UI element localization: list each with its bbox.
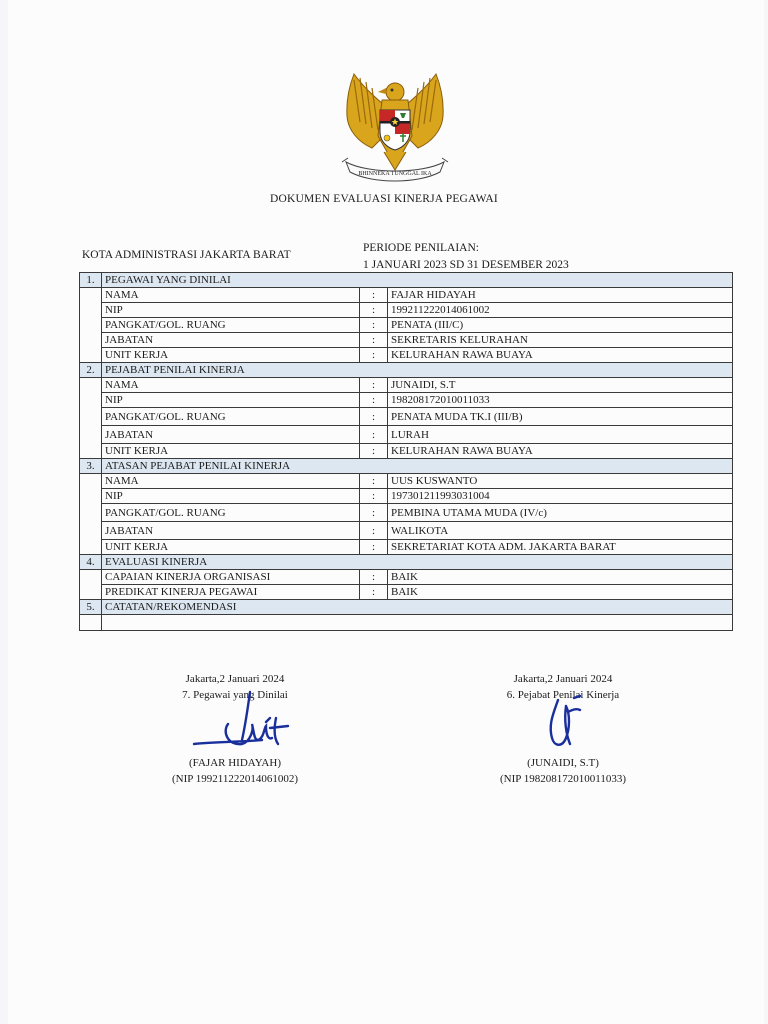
- section-title: EVALUASI KINERJA: [102, 555, 733, 570]
- row-value: PENATA MUDA TK.I (III/B): [388, 408, 733, 426]
- table-row: [80, 585, 733, 600]
- notes-cell: [102, 615, 733, 631]
- section-indent-cell: [80, 570, 102, 600]
- table-row: [80, 408, 733, 426]
- employee-signature-identity: [140, 755, 330, 787]
- section-number: 4.: [80, 555, 102, 570]
- section-header-row: [80, 363, 733, 378]
- row-colon: :: [360, 348, 388, 363]
- row-label: NIP: [102, 393, 360, 408]
- row-label: NIP: [102, 303, 360, 318]
- region-label: KOTA ADMINISTRASI JAKARTA BARAT: [82, 249, 291, 261]
- section-title: CATATAN/REKOMENDASI: [102, 600, 733, 615]
- assessment-period: [363, 240, 569, 274]
- row-value: SEKRETARIAT KOTA ADM. JAKARTA BARAT: [388, 540, 733, 555]
- signature-role: 7. Pegawai yang Dinilai: [182, 689, 288, 701]
- section-header-row: [80, 273, 733, 288]
- table-row: [80, 393, 733, 408]
- section-header-row: [80, 555, 733, 570]
- assessor-signature-identity: [468, 755, 658, 787]
- section-number: 3.: [80, 459, 102, 474]
- document-title: DOKUMEN EVALUASI KINERJA PEGAWAI: [270, 193, 498, 205]
- table-row: [80, 348, 733, 363]
- table-row: [80, 522, 733, 540]
- signature-place-date: Jakarta,2 Januari 2024: [513, 673, 613, 685]
- period-label: PERIODE PENILAIAN:: [363, 242, 479, 254]
- row-colon: :: [360, 489, 388, 504]
- section-header-row: [80, 459, 733, 474]
- row-value: FAJAR HIDAYAH: [388, 288, 733, 303]
- row-colon: :: [360, 318, 388, 333]
- row-label: PANGKAT/GOL. RUANG: [102, 318, 360, 333]
- table-row: [80, 444, 733, 459]
- table-row: [80, 540, 733, 555]
- row-label: JABATAN: [102, 522, 360, 540]
- row-label: NIP: [102, 489, 360, 504]
- period-value: 1 JANUARI 2023 SD 31 DESEMBER 2023: [363, 259, 569, 271]
- row-colon: :: [360, 303, 388, 318]
- row-colon: :: [360, 444, 388, 459]
- row-label: PREDIKAT KINERJA PEGAWAI: [102, 585, 360, 600]
- row-label: NAMA: [102, 288, 360, 303]
- table-row: [80, 570, 733, 585]
- section-number: 5.: [80, 600, 102, 615]
- row-value: KELURAHAN RAWA BUAYA: [388, 444, 733, 459]
- table-row: [80, 489, 733, 504]
- table-row: [80, 378, 733, 393]
- row-value: BAIK: [388, 570, 733, 585]
- row-label: NAMA: [102, 474, 360, 489]
- section-title: PEGAWAI YANG DINILAI: [102, 273, 733, 288]
- table-row: [80, 333, 733, 348]
- row-colon: :: [360, 585, 388, 600]
- row-value: BAIK: [388, 585, 733, 600]
- row-colon: :: [360, 378, 388, 393]
- row-value: WALIKOTA: [388, 522, 733, 540]
- emblem-motto: BHINNEKA TUNGGAL IKA: [358, 171, 432, 177]
- row-value: SEKRETARIS KELURAHAN: [388, 333, 733, 348]
- row-colon: :: [360, 504, 388, 522]
- row-label: UNIT KERJA: [102, 348, 360, 363]
- row-colon: :: [360, 474, 388, 489]
- row-label: PANGKAT/GOL. RUANG: [102, 408, 360, 426]
- row-value: PEMBINA UTAMA MUDA (IV/c): [388, 504, 733, 522]
- section-indent-cell: [80, 288, 102, 363]
- signatory-nip: (NIP 198208172010011033): [500, 773, 626, 785]
- table-row: [80, 474, 733, 489]
- row-value: UUS KUSWANTO: [388, 474, 733, 489]
- row-colon: :: [360, 333, 388, 348]
- assessor-signature-icon: [540, 694, 590, 752]
- section-indent-cell: [80, 474, 102, 555]
- row-label: CAPAIAN KINERJA ORGANISASI: [102, 570, 360, 585]
- row-value: 199211222014061002: [388, 303, 733, 318]
- row-label: JABATAN: [102, 426, 360, 444]
- row-value: PENATA (III/C): [388, 318, 733, 333]
- signatory-nip: (NIP 199211222014061002): [172, 773, 298, 785]
- table-row: [80, 615, 733, 631]
- table-row: [80, 288, 733, 303]
- table-row: [80, 303, 733, 318]
- table-row: [80, 504, 733, 522]
- signature-place-date: Jakarta,2 Januari 2024: [185, 673, 285, 685]
- row-label: NAMA: [102, 378, 360, 393]
- row-colon: :: [360, 570, 388, 585]
- section-indent-cell: [80, 378, 102, 459]
- row-label: JABATAN: [102, 333, 360, 348]
- row-colon: :: [360, 288, 388, 303]
- signature-role: 6. Pejabat Penilai Kinerja: [506, 689, 620, 701]
- garuda-emblem-icon: [338, 70, 452, 190]
- row-label: PANGKAT/GOL. RUANG: [102, 504, 360, 522]
- row-colon: :: [360, 426, 388, 444]
- section-title: PEJABAT PENILAI KINERJA: [102, 363, 733, 378]
- table-row: [80, 318, 733, 333]
- row-label: UNIT KERJA: [102, 540, 360, 555]
- row-value: 198208172010011033: [388, 393, 733, 408]
- evaluation-table: [79, 272, 733, 631]
- row-colon: :: [360, 408, 388, 426]
- signatory-name: (JUNAIDI, S.T): [527, 757, 599, 769]
- row-value: LURAH: [388, 426, 733, 444]
- signatory-name: (FAJAR HIDAYAH): [189, 757, 281, 769]
- row-value: KELURAHAN RAWA BUAYA: [388, 348, 733, 363]
- row-colon: :: [360, 393, 388, 408]
- section-header-row: [80, 600, 733, 615]
- section-number: 1.: [80, 273, 102, 288]
- row-value: 197301211993031004: [388, 489, 733, 504]
- section-title: ATASAN PEJABAT PENILAI KINERJA: [102, 459, 733, 474]
- section-indent-cell: [80, 615, 102, 631]
- row-colon: :: [360, 522, 388, 540]
- employee-signature-icon: [192, 688, 292, 754]
- row-colon: :: [360, 540, 388, 555]
- row-value: JUNAIDI, S.T: [388, 378, 733, 393]
- table-row: [80, 426, 733, 444]
- section-number: 2.: [80, 363, 102, 378]
- row-label: UNIT KERJA: [102, 444, 360, 459]
